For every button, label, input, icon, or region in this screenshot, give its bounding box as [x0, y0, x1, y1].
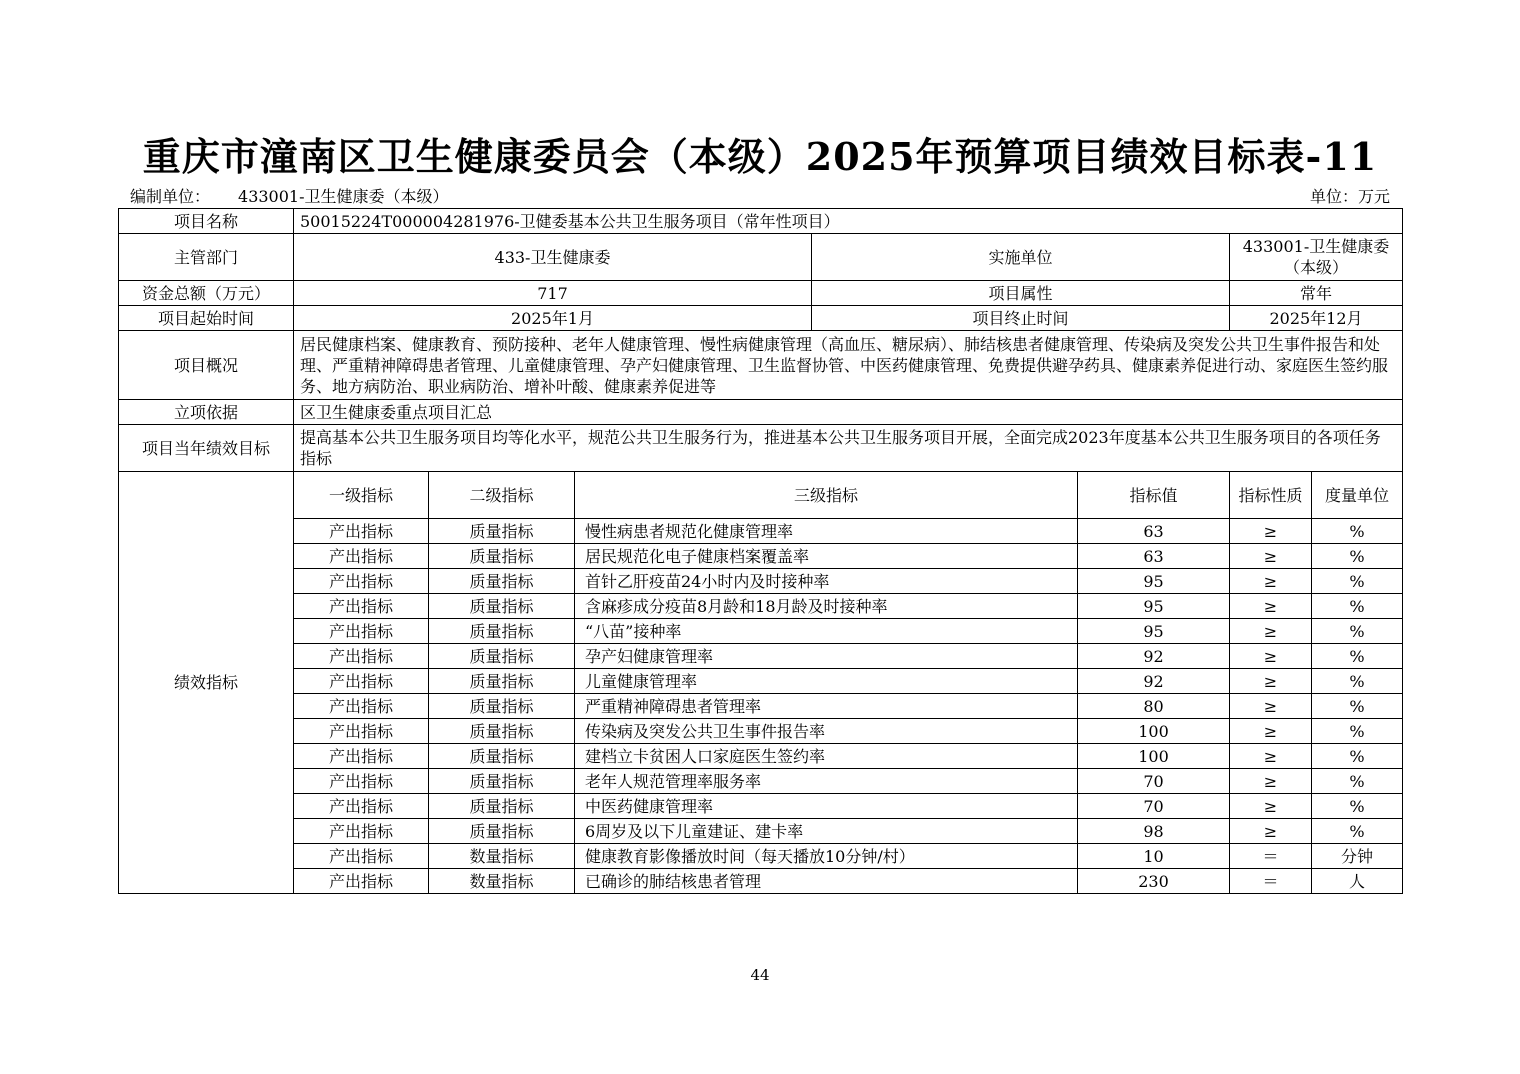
- indicator-unit-cell: %: [1312, 594, 1403, 619]
- row-project-name: [119, 209, 1403, 234]
- indicator-level2-cell: 质量指标: [429, 819, 575, 844]
- indicator-level3-cell: 6周岁及以下儿童建证、建卡率: [575, 819, 1078, 844]
- header-level1: 一级指标: [294, 472, 429, 519]
- indicator-nature-cell: ≥: [1230, 719, 1312, 744]
- indicator-level3-cell: 慢性病患者规范化健康管理率: [575, 519, 1078, 544]
- indicator-level3-cell: 健康教育影像播放时间（每天播放10分钟/村）: [575, 844, 1078, 869]
- indicator-value-cell: 63: [1078, 519, 1230, 544]
- indicator-row: [119, 644, 1403, 669]
- indicator-level1-cell: 产出指标: [294, 844, 429, 869]
- project-name-value: 50015224T000004281976-卫健委基本公共卫生服务项目（常年性项目）: [294, 209, 1403, 234]
- currency-unit: 单位：万元: [1309, 187, 1390, 206]
- header-value: 指标值: [1078, 472, 1230, 519]
- indicator-value-cell: 92: [1078, 669, 1230, 694]
- indicator-row: [119, 744, 1403, 769]
- indicator-level2-cell: 质量指标: [429, 544, 575, 569]
- indicator-row: [119, 819, 1403, 844]
- indicator-unit-cell: %: [1312, 819, 1403, 844]
- indicator-row: [119, 844, 1403, 869]
- indicator-level2-cell: 数量指标: [429, 844, 575, 869]
- indicator-level3-cell: 老年人规范管理率服务率: [575, 769, 1078, 794]
- department-value: 433-卫生健康委: [294, 234, 812, 281]
- annual-goal-label: 项目当年绩效目标: [119, 425, 294, 472]
- indicator-value-cell: 70: [1078, 794, 1230, 819]
- header-unit: 度量单位: [1312, 472, 1403, 519]
- total-funds-value: 717: [294, 281, 812, 306]
- indicator-level1-cell: 产出指标: [294, 719, 429, 744]
- indicator-row: [119, 769, 1403, 794]
- indicator-level3-cell: 建档立卡贫困人口家庭医生签约率: [575, 744, 1078, 769]
- indicator-value-cell: 100: [1078, 719, 1230, 744]
- start-time-value: 2025年1月: [294, 306, 812, 331]
- indicator-row: [119, 869, 1403, 894]
- indicator-level2-cell: 质量指标: [429, 619, 575, 644]
- indicator-unit-cell: %: [1312, 694, 1403, 719]
- indicator-row: [119, 619, 1403, 644]
- indicator-unit-cell: %: [1312, 669, 1403, 694]
- indicator-level3-cell: 含麻疹成分疫苗8月龄和18月龄及时接种率: [575, 594, 1078, 619]
- indicator-level2-cell: 质量指标: [429, 744, 575, 769]
- indicator-row: [119, 669, 1403, 694]
- row-overview: [119, 331, 1403, 400]
- annual-goal-value: 提高基本公共卫生服务项目均等化水平，规范公共卫生服务行为，推进基本公共卫生服务项目开展，全面完成2023年度基本公共卫生服务项目的各项任务指标: [294, 425, 1403, 472]
- indicator-unit-cell: %: [1312, 794, 1403, 819]
- indicator-level3-cell: 传染病及突发公共卫生事件报告率: [575, 719, 1078, 744]
- indicator-level1-cell: 产出指标: [294, 819, 429, 844]
- indicator-row: [119, 544, 1403, 569]
- indicator-level1-cell: 产出指标: [294, 569, 429, 594]
- start-time-label: 项目起始时间: [119, 306, 294, 331]
- basis-label: 立项依据: [119, 400, 294, 425]
- project-attribute-label: 项目属性: [812, 281, 1230, 306]
- indicator-level2-cell: 质量指标: [429, 519, 575, 544]
- indicator-level1-cell: 产出指标: [294, 544, 429, 569]
- indicator-level3-cell: 首针乙肝疫苗24小时内及时接种率: [575, 569, 1078, 594]
- indicator-level1-cell: 产出指标: [294, 769, 429, 794]
- indicator-nature-cell: ≥: [1230, 594, 1312, 619]
- indicator-unit-cell: %: [1312, 544, 1403, 569]
- department-label: 主管部门: [119, 234, 294, 281]
- indicator-nature-cell: ≥: [1230, 769, 1312, 794]
- row-annual-goal: [119, 425, 1403, 472]
- indicator-level3-cell: 已确诊的肺结核患者管理: [575, 869, 1078, 894]
- header-level2: 二级指标: [429, 472, 575, 519]
- indicator-nature-cell: ≥: [1230, 619, 1312, 644]
- indicator-nature-cell: ≥: [1230, 744, 1312, 769]
- header-nature: 指标性质: [1230, 472, 1312, 519]
- indicator-level1-cell: 产出指标: [294, 869, 429, 894]
- indicator-unit-cell: %: [1312, 519, 1403, 544]
- indicator-unit-cell: %: [1312, 644, 1403, 669]
- implementing-unit-value: 433001-卫生健康委（本级）: [1230, 234, 1403, 281]
- indicator-level2-cell: 质量指标: [429, 569, 575, 594]
- indicator-level1-cell: 产出指标: [294, 594, 429, 619]
- indicator-nature-cell: ≥: [1230, 794, 1312, 819]
- indicator-row: [119, 569, 1403, 594]
- indicator-level2-cell: 质量指标: [429, 719, 575, 744]
- row-funds: [119, 281, 1403, 306]
- indicator-nature-cell: ≥: [1230, 694, 1312, 719]
- indicator-value-cell: 98: [1078, 819, 1230, 844]
- page-title: 重庆市潼南区卫生健康委员会（本级）2025年预算项目绩效目标表-11: [142, 134, 1378, 179]
- performance-target-table: [118, 208, 1403, 894]
- indicator-level1-cell: 产出指标: [294, 794, 429, 819]
- indicator-row: [119, 694, 1403, 719]
- indicator-value-cell: 95: [1078, 619, 1230, 644]
- indicator-level1-cell: 产出指标: [294, 669, 429, 694]
- indicator-unit-cell: %: [1312, 569, 1403, 594]
- indicator-unit-cell: 人: [1312, 869, 1403, 894]
- indicator-level3-cell: 严重精神障碍患者管理率: [575, 694, 1078, 719]
- indicator-row: [119, 719, 1403, 744]
- row-basis: [119, 400, 1403, 425]
- implementing-unit-label: 实施单位: [812, 234, 1230, 281]
- header-level3: 三级指标: [575, 472, 1078, 519]
- indicator-unit-cell: %: [1312, 619, 1403, 644]
- indicator-level2-cell: 质量指标: [429, 769, 575, 794]
- compiling-unit-label: 编制单位：: [130, 187, 211, 206]
- indicator-value-cell: 95: [1078, 569, 1230, 594]
- indicator-level2-cell: 质量指标: [429, 794, 575, 819]
- indicator-nature-cell: ≥: [1230, 544, 1312, 569]
- indicator-value-cell: 100: [1078, 744, 1230, 769]
- indicator-value-cell: 10: [1078, 844, 1230, 869]
- indicator-header-row: [119, 472, 1403, 519]
- indicator-level2-cell: 质量指标: [429, 594, 575, 619]
- indicator-nature-cell: ＝: [1230, 844, 1312, 869]
- project-attribute-value: 常年: [1230, 281, 1403, 306]
- indicator-unit-cell: %: [1312, 719, 1403, 744]
- indicator-nature-cell: ≥: [1230, 569, 1312, 594]
- indicator-row: [119, 794, 1403, 819]
- overview-label: 项目概况: [119, 331, 294, 400]
- indicator-unit-cell: %: [1312, 744, 1403, 769]
- indicator-row: [119, 519, 1403, 544]
- row-department: [119, 234, 1403, 281]
- indicator-level3-cell: 居民规范化电子健康档案覆盖率: [575, 544, 1078, 569]
- indicator-nature-cell: ＝: [1230, 869, 1312, 894]
- indicator-value-cell: 92: [1078, 644, 1230, 669]
- indicator-level2-cell: 质量指标: [429, 694, 575, 719]
- indicator-level3-cell: 儿童健康管理率: [575, 669, 1078, 694]
- row-time: [119, 306, 1403, 331]
- indicator-unit-cell: %: [1312, 769, 1403, 794]
- indicators-section-label: 绩效指标: [119, 472, 294, 894]
- indicator-unit-cell: 分钟: [1312, 844, 1403, 869]
- end-time-value: 2025年12月: [1230, 306, 1403, 331]
- indicator-level1-cell: 产出指标: [294, 519, 429, 544]
- indicator-nature-cell: ≥: [1230, 819, 1312, 844]
- indicator-level3-cell: 中医药健康管理率: [575, 794, 1078, 819]
- compiling-unit-value: 433001-卫生健康委（本级）: [238, 187, 449, 206]
- end-time-label: 项目终止时间: [812, 306, 1230, 331]
- indicator-level1-cell: 产出指标: [294, 619, 429, 644]
- project-name-label: 项目名称: [119, 209, 294, 234]
- indicator-level3-cell: 孕产妇健康管理率: [575, 644, 1078, 669]
- indicator-value-cell: 80: [1078, 694, 1230, 719]
- indicator-nature-cell: ≥: [1230, 669, 1312, 694]
- indicator-level1-cell: 产出指标: [294, 744, 429, 769]
- indicator-row: [119, 594, 1403, 619]
- indicator-value-cell: 230: [1078, 869, 1230, 894]
- page-number: 44: [750, 966, 770, 984]
- indicator-level2-cell: 质量指标: [429, 669, 575, 694]
- indicator-nature-cell: ≥: [1230, 644, 1312, 669]
- indicator-level2-cell: 数量指标: [429, 869, 575, 894]
- indicator-level2-cell: 质量指标: [429, 644, 575, 669]
- indicator-level3-cell: “八苗”接种率: [575, 619, 1078, 644]
- indicator-value-cell: 70: [1078, 769, 1230, 794]
- indicator-value-cell: 63: [1078, 544, 1230, 569]
- compiling-unit: [130, 184, 449, 207]
- total-funds-label: 资金总额（万元）: [119, 281, 294, 306]
- basis-value: 区卫生健康委重点项目汇总: [294, 400, 1403, 425]
- overview-value: 居民健康档案、健康教育、预防接种、老年人健康管理、慢性病健康管理（高血压、糖尿病）、肺结核患者健康管理、传染病及突发公共卫生事件报告和处理、严重精神障碍患者管理、儿童健康管理、孕产妇健康管理、卫生监督协管、中医药健康管理、免费提供避孕药具、健康素养促进行动、家庭医生签约服务、地方病防治、职业病防治、增补叶酸、健康素养促进等: [294, 331, 1403, 400]
- indicator-value-cell: 95: [1078, 594, 1230, 619]
- indicator-level1-cell: 产出指标: [294, 694, 429, 719]
- indicator-nature-cell: ≥: [1230, 519, 1312, 544]
- indicator-level1-cell: 产出指标: [294, 644, 429, 669]
